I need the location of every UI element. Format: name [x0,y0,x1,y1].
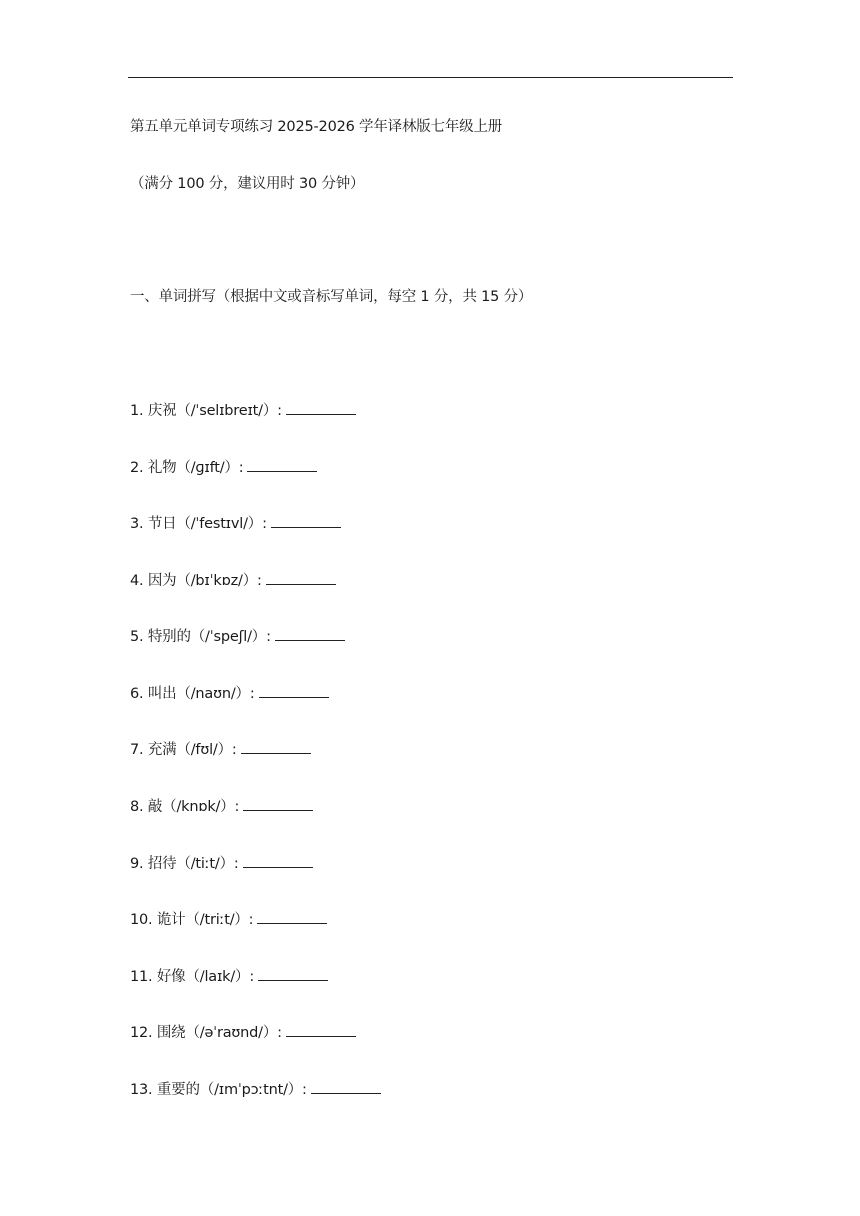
answer-blank[interactable] [241,739,311,754]
answer-blank[interactable] [286,1022,356,1037]
answer-blank[interactable] [266,570,336,585]
question-item [130,796,313,817]
question-text: 1. 庆祝（/ˈselɪbreɪt/）: [130,403,282,419]
document-title: 第五单元单词专项练习 2025-2026 学年译林版七年级上册 [130,119,503,135]
header-rule [128,77,733,78]
answer-blank[interactable] [247,457,317,472]
question-text: 13. 重要的（/ɪmˈpɔːtnt/）: [130,1082,307,1098]
document-subtitle: （满分 100 分，建议用时 30 分钟） [130,176,365,192]
answer-blank[interactable] [243,796,313,811]
question-item [130,739,311,760]
question-text: 10. 诡计（/triːt/）: [130,912,254,928]
question-item [130,570,336,591]
question-text: 5. 特别的（/ˈspeʃl/）: [130,629,271,645]
question-item [130,513,341,534]
question-item [130,400,356,421]
question-item [130,853,313,874]
question-text: 4. 因为（/bɪˈkɒz/）: [130,573,262,589]
answer-blank[interactable] [311,1079,381,1094]
answer-blank[interactable] [243,853,313,868]
question-text: 9. 招待（/tiːt/）: [130,856,239,872]
question-text: 11. 好像（/laɪk/）: [130,969,255,985]
answer-blank[interactable] [286,400,356,415]
question-item [130,626,345,647]
question-item [130,1022,356,1043]
section-heading: 一、单词拼写（根据中文或音标写单词，每空 1 分，共 15 分） [130,289,533,305]
answer-blank[interactable] [257,909,327,924]
answer-blank[interactable] [275,626,345,641]
question-item [130,1079,381,1100]
question-item [130,457,317,478]
question-text: 12. 围绕（/əˈraʊnd/）: [130,1025,282,1041]
answer-blank[interactable] [258,966,328,981]
question-item [130,683,329,704]
question-text: 3. 节日（/ˈfestɪvl/）: [130,516,267,532]
answer-blank[interactable] [271,513,341,528]
question-item [130,909,327,930]
question-item [130,966,328,987]
answer-blank[interactable] [259,683,329,698]
question-text: 2. 礼物（/ɡɪft/）: [130,460,244,476]
question-text: 8. 敲（/knɒk/）: [130,799,240,815]
question-text: 7. 充满（/fʊl/）: [130,742,237,758]
question-text: 6. 叫出（/naʊn/）: [130,686,255,702]
